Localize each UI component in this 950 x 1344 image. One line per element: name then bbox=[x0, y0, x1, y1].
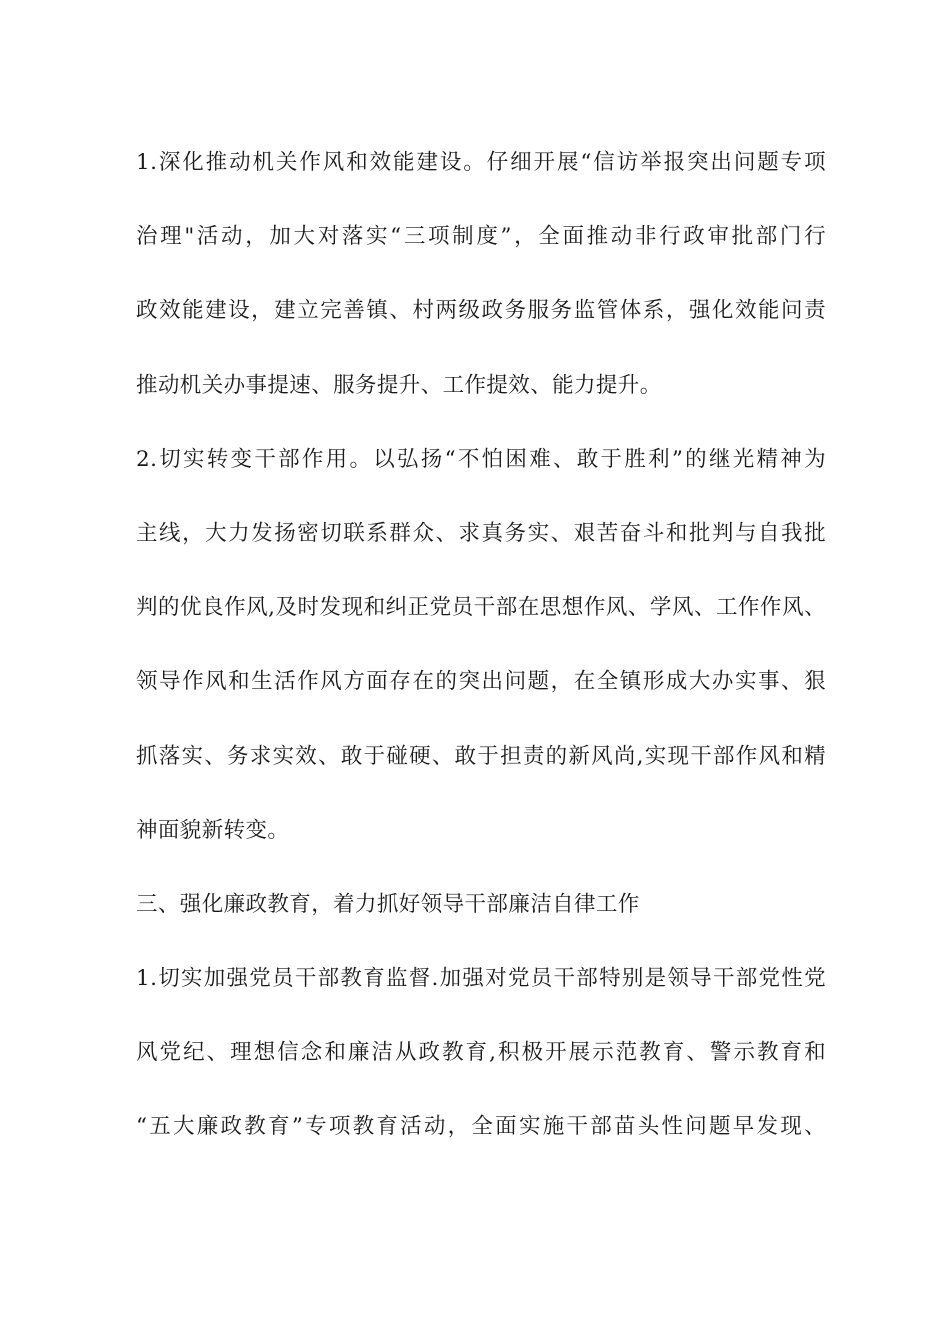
text-line-3: 政效能建设，建立完善镇、村两级政务服务监管体系，强化效能问责 bbox=[136, 298, 826, 324]
text-line-6: 主线，大力发扬密切联系群众、求真务实、艰苦奋斗和批判与自我批 bbox=[136, 520, 826, 546]
text-line-2: 治理"活动，加大对落实“三项制度”，全面推动非行政审批部门行 bbox=[136, 224, 826, 250]
text-line-5: 2.切实转变干部作用。以弘扬“不怕困难、敢于胜利”的继光精神为 bbox=[136, 446, 826, 472]
text-line-14: “五大廉政教育”专项教育活动，全面实施干部苗头性问题早发现、 bbox=[136, 1114, 826, 1140]
section-heading: 三、强化廉政教育，着力抓好领导干部廉洁自律工作 bbox=[136, 891, 640, 917]
text-line-7: 判的优良作风,及时发现和纠正党员干部在思想作风、学风、工作作风、 bbox=[136, 595, 826, 621]
text-line-9: 抓落实、务求实效、敢于碰硬、敢于担责的新风尚,实现干部作风和精 bbox=[136, 743, 826, 769]
text-line-1: 1.深化推动机关作风和效能建设。仔细开展“信访举报突出问题专项 bbox=[136, 150, 826, 175]
text-line-8: 领导作风和生活作风方面存在的突出问题，在全镇形成大办实事、狠 bbox=[136, 669, 826, 695]
document-body bbox=[136, 139, 826, 1178]
text-line-12: 1.切实加强党员干部教育监督.加强对党员干部特别是领导干部党性党 bbox=[136, 966, 826, 992]
text-line-4: 推动机关办事提速、服务提升、工作提效、能力提升。 bbox=[136, 372, 662, 398]
text-line-10: 神面貌新转变。 bbox=[136, 817, 290, 843]
text-line-13: 风党纪、理想信念和廉洁从政教育,积极开展示范教育、警示教育和 bbox=[136, 1040, 826, 1066]
